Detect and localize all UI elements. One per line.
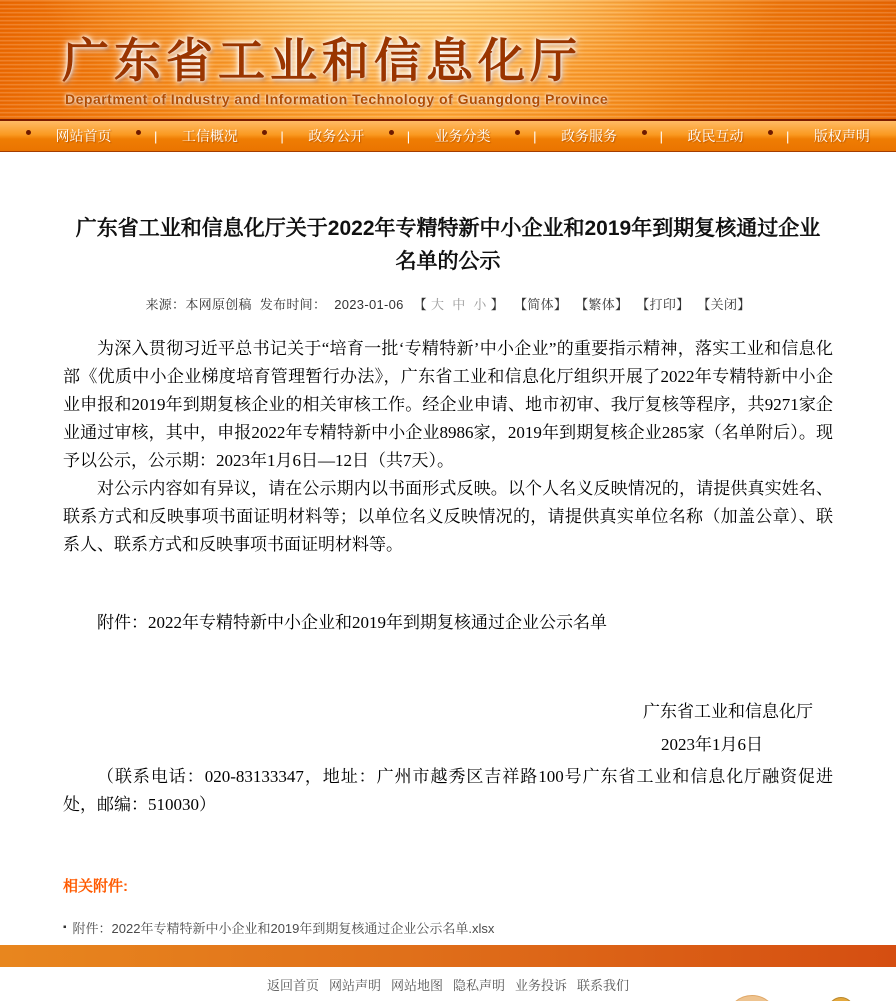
meta-publish-date: 2023-01-06 xyxy=(334,297,404,312)
nav-separator xyxy=(136,129,157,144)
nav-separator xyxy=(515,129,536,144)
font-size-small-button[interactable]: 小 xyxy=(473,297,487,312)
footer-link-privacy[interactable]: 隐私声明 xyxy=(453,978,506,993)
nav-dot-icon xyxy=(642,130,647,135)
footer xyxy=(0,967,896,1001)
nav-item-business[interactable]: 业务分类 xyxy=(434,128,491,144)
article-paragraph: 为深入贯彻习近平总书记关于“培育一批‘专精特新’中小企业”的重要指示精神，落实工业和信息化部《优质中小企业梯度培育管理暂行办法》，广东省工业和信息化厅组织开展了2022年专精特新中小企业申报和2019年到期复核企业的相关审核工作。经企业申请、地市初审、我厅复核等程序，共9271家企业通过审核，其中，申报2022年专精特新中小企业8986家，2019年到期复核企业285家（名单附后）。现予以公示，公示期：2023年1月6日—12日（共7天）。 xyxy=(63,339,833,470)
meta-source: 来源：本网原创稿 xyxy=(145,297,252,312)
nav-dot-icon xyxy=(26,130,31,135)
site-banner xyxy=(0,0,896,119)
nav-pipe: | xyxy=(154,128,158,144)
nav-pipe: | xyxy=(280,128,284,144)
nav-dot-icon xyxy=(389,130,394,135)
footer-link-contact[interactable]: 联系我们 xyxy=(577,978,630,993)
footer-link-sitemap[interactable]: 网站地图 xyxy=(390,978,443,993)
nav-separator xyxy=(768,129,789,144)
related-attachments-heading: 相关附件: xyxy=(63,878,128,895)
nav-pipe: | xyxy=(785,128,790,144)
traditional-chinese-button[interactable]: 【繁体】 xyxy=(575,297,629,312)
attachment-reference-line: 附件：2022年专精特新中小企业和2019年到期复核通过企业公示名单 xyxy=(97,613,607,632)
footer-emblem-icon[interactable] xyxy=(828,997,854,1001)
nav-separator xyxy=(262,129,283,144)
bracket: 【 xyxy=(413,297,427,312)
footer-link-site-statement[interactable]: 网站声明 xyxy=(328,978,381,993)
bracket: 】 xyxy=(490,297,505,312)
font-size-medium-button[interactable]: 中 xyxy=(452,297,466,312)
article-title: 广东省工业和信息化厅关于2022年专精特新中小企业和2019年到期复核通过企业名单的公示 xyxy=(75,217,821,273)
nav-item-services[interactable]: 政务服务 xyxy=(561,128,618,144)
nav-item-overview[interactable]: 工信概况 xyxy=(181,128,238,144)
nav-dot-icon xyxy=(136,130,141,135)
font-size-widget xyxy=(412,297,506,312)
nav-dot-icon xyxy=(515,130,520,135)
print-button[interactable]: 【打印】 xyxy=(636,297,690,312)
nav-dot-icon xyxy=(768,130,773,135)
site-subtitle-english: Department of Industry and Information Technology of Guangdong Province xyxy=(65,91,609,107)
font-size-large-button[interactable]: 大 xyxy=(430,297,445,312)
nav-separator xyxy=(389,129,410,144)
nav-item-copyright[interactable]: 版权声明 xyxy=(813,128,870,144)
article-meta xyxy=(63,294,833,313)
footer-badge-icon[interactable] xyxy=(726,995,778,1001)
nav-dot-icon xyxy=(262,130,267,135)
nav-pipe: | xyxy=(533,128,537,144)
nav-pipe: | xyxy=(406,128,411,144)
footer-link-complaints[interactable]: 业务投诉 xyxy=(515,978,568,993)
article-paragraph: 对公示内容如有异议，请在公示期内以书面形式反映。以个人名义反映情况的，请提供真实姓名、联系方式和反映事项书面证明材料等；以单位名义反映情况的，请提供真实单位名称（加盖公章）、联系人、联系方式和反映事项书面证明材料等。 xyxy=(63,479,833,554)
simplified-chinese-button[interactable]: 【简体】 xyxy=(513,297,568,312)
attachment-download-item[interactable] xyxy=(63,918,833,937)
meta-publish-label: 发布时间： xyxy=(259,297,327,312)
nav-pipe: | xyxy=(659,128,663,144)
nav-item-interaction[interactable]: 政民互动 xyxy=(687,128,744,144)
article-content xyxy=(0,152,896,978)
nav-item-gov-info[interactable]: 政务公开 xyxy=(308,128,365,144)
issue-date: 2023年1月6日 xyxy=(661,735,763,754)
nav-separator xyxy=(642,129,663,144)
attachment-download-link[interactable]: 附件：2022年专精特新中小企业和2019年到期复核通过企业公示名单.xlsx xyxy=(72,921,495,936)
issuing-agency-signature: 广东省工业和信息化厅 xyxy=(643,702,813,721)
footer-divider-bar xyxy=(0,945,896,967)
close-button[interactable]: 【关闭】 xyxy=(697,297,751,312)
site-title: 广东省工业和信息化厅 xyxy=(62,34,582,87)
main-nav xyxy=(0,119,896,152)
footer-link-home[interactable]: 返回首页 xyxy=(266,978,319,993)
nav-item-home[interactable]: 网站首页 xyxy=(55,128,112,144)
contact-info: （联系电话：020-83133347，地址：广州市越秀区吉祥路100号广东省工业和信息化厅融资促进处，邮编：510030） xyxy=(63,767,833,814)
bullet-icon: ▪ xyxy=(63,922,67,933)
